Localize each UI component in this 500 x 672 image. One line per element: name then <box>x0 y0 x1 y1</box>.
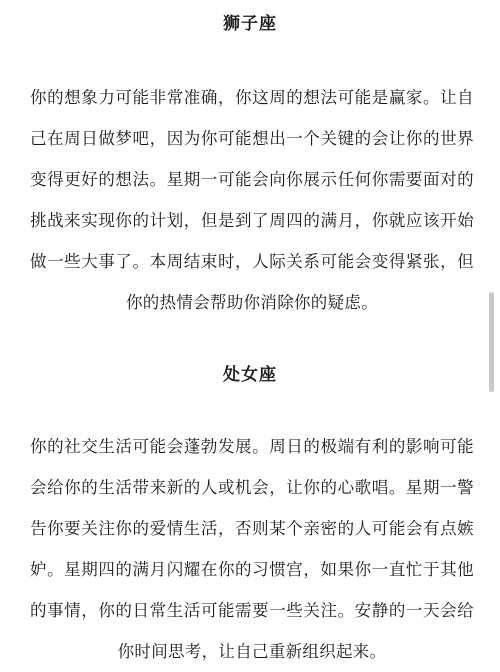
section-title-leo: 狮子座 <box>223 14 277 34</box>
section-paragraph-leo: 你的想象力可能非常准确，你这周的想法可能是赢家。让自己在周日做梦吧，因为你可能想出一个关键的会让你的世界变得更好的想法。星期一可能会向你展示任何你需要面对的挑战来实现你的计划，但是到了周四的满月，你就应该开始做一些大事了。本周结束时，人际关系可能会变得紧张，但你的热情会帮助你消除你的疑虑。 <box>30 88 474 312</box>
section-paragraph-virgo: 你的社交生活可能会蓬勃发展。周日的极端有利的影响可能会给你的生活带来新的人或机会，让你的心歌唱。星期一警告你要关注你的爱情生活，否则某个亲密的人可能会有点嫉妒。星期四的满月闪耀在你的习惯宫，如果你一直忙于其他的事情，你的日常生活可能需要一些关注。安静的一天会给你时间思考，让自己重新组织起来。 <box>30 437 474 661</box>
section-title-virgo: 处女座 <box>223 365 277 385</box>
scrollbar-thumb[interactable] <box>489 292 494 392</box>
